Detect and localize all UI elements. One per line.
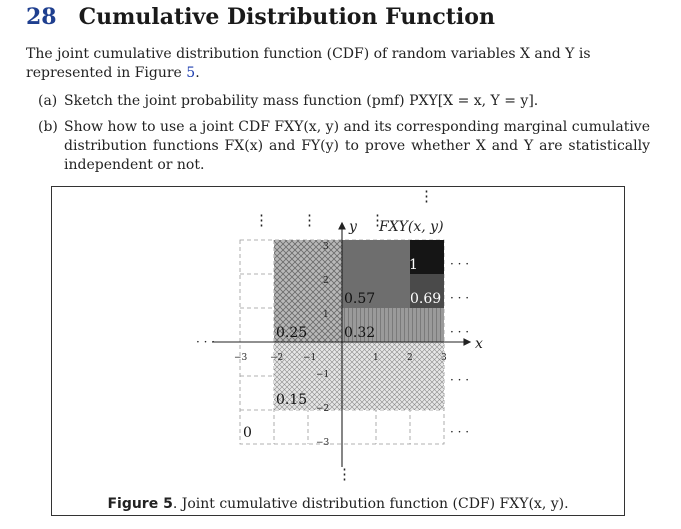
figure-box: [51, 186, 625, 516]
y-tick-label: −2: [316, 404, 330, 414]
x-tick-label: 2: [407, 353, 413, 363]
section-number: 28: [26, 4, 57, 30]
ellipsis-top: ⋮: [254, 211, 269, 229]
value-label-0: 0: [243, 425, 252, 441]
ellipsis-top: ⋮: [419, 187, 434, 205]
axis-y-label: y: [349, 219, 357, 235]
ellipsis-left: · · ·: [196, 335, 216, 349]
x-tick-label: −3: [234, 353, 248, 363]
value-label-0.57: 0.57: [344, 291, 376, 307]
intro-text: The joint cumulative distribution function (CDF) of random variables X and Y is represented in Figure: [26, 46, 591, 81]
ellipsis-right: · · ·: [450, 425, 470, 439]
ellipsis-right: · · ·: [450, 325, 470, 339]
y-tick-label: 2: [323, 276, 329, 286]
ellipsis-right: · · ·: [450, 257, 470, 271]
axis-x-label: x: [475, 336, 483, 352]
y-tick-label: 1: [323, 310, 329, 320]
caption-text: . Joint cumulative distribution function (CDF) FXY(x, y).: [172, 496, 569, 512]
caption-label: Figure 5: [107, 496, 173, 512]
x-tick-label: −1: [303, 353, 317, 363]
x-tick-label: 1: [373, 353, 379, 363]
section-heading: [26, 4, 495, 30]
y-tick-label: −3: [316, 438, 330, 448]
y-tick-label: 3: [323, 242, 329, 252]
ellipsis-right: · · ·: [450, 373, 470, 387]
ellipsis-right: · · ·: [450, 291, 470, 305]
y-tick-label: −1: [316, 370, 330, 380]
ellipsis-top: ⋮: [370, 211, 385, 229]
figure-caption: [52, 496, 624, 512]
value-label-0.25: 0.25: [276, 325, 308, 341]
value-label-0.32: 0.32: [344, 325, 376, 341]
intro-end: .: [195, 65, 200, 81]
function-label: FXY(x, y): [379, 219, 444, 235]
x-tick-label: −2: [270, 353, 284, 363]
question-item-b: [38, 118, 650, 175]
section-title: Cumulative Distribution Function: [78, 4, 495, 30]
item-text: Show how to use a joint CDF FXY(x, y) and its corresponding marginal cumulative distribution functions FX(x) and FY(y) to prove whether X and Y are statistically independent or not.: [64, 119, 650, 173]
item-text: Sketch the joint probability mass function (pmf) PXY[X = x, Y = y].: [64, 93, 539, 109]
value-label-0.69: 0.69: [410, 291, 442, 307]
ellipsis-bottom: ⋮: [337, 465, 352, 483]
value-label-1: 1: [409, 257, 418, 273]
item-marker: (a): [38, 93, 58, 109]
intro-paragraph: [26, 45, 654, 83]
ellipsis-top: ⋮: [302, 211, 317, 229]
value-label-0.15: 0.15: [276, 392, 308, 408]
figure-reference-link[interactable]: 5: [186, 65, 196, 81]
x-tick-label: 3: [441, 353, 447, 363]
question-item-a: [38, 92, 650, 111]
item-marker: (b): [38, 119, 58, 135]
